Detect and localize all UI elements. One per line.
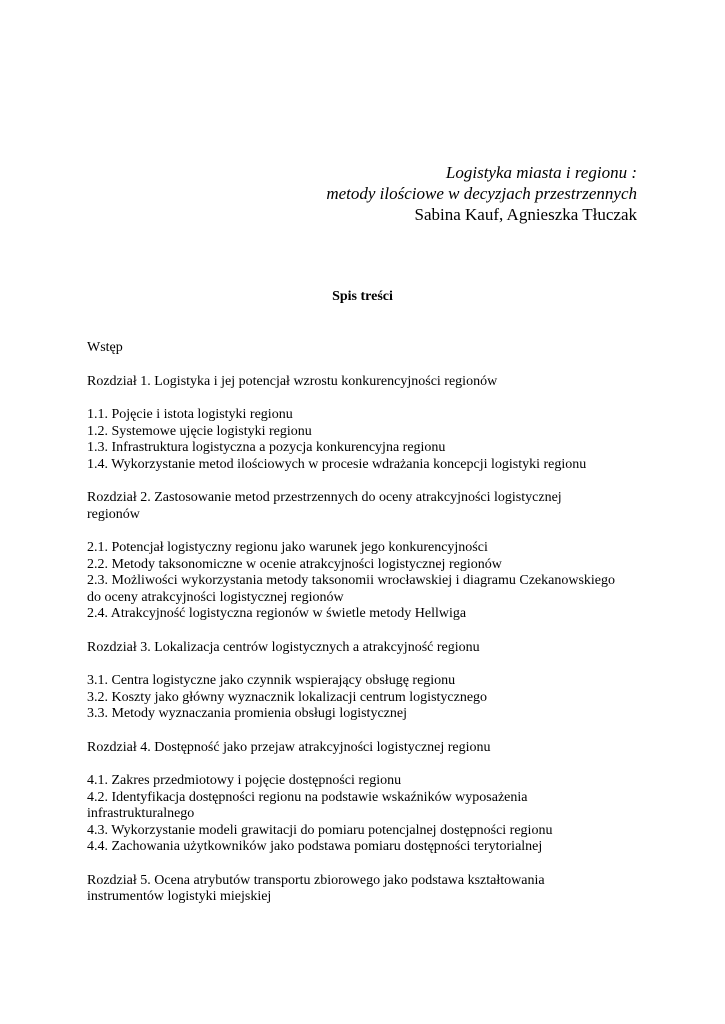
toc-section-1-3: 1.3. Infrastruktura logistyczna a pozycja konkurencyjna regionu bbox=[87, 440, 446, 455]
toc-chapter-1: Rozdział 1. Logistyka i jej potencjał wzrostu konkurencyjności regionów bbox=[87, 373, 498, 389]
toc-heading: Spis treści bbox=[332, 289, 393, 304]
toc-section-2-3-line-2: do oceny atrakcyjności logistycznej regionów bbox=[87, 589, 344, 605]
toc-chapter-5-line-1: Rozdział 5. Ocena atrybutów transportu zbiorowego jako podstawa kształtowania bbox=[87, 872, 545, 888]
toc-section-4-2 bbox=[87, 790, 647, 823]
toc-section-4-2-line-2: infrastrukturalnego bbox=[87, 806, 195, 821]
book-title-line-2: metody ilościowe w decyzjach przestrzennych bbox=[326, 184, 637, 203]
toc-section-2-3 bbox=[87, 573, 647, 606]
toc-section-3-3: 3.3. Metody wyznaczania promienia obsługi logistycznej bbox=[87, 706, 407, 721]
toc-section-2-3-line-1: 2.3. Możliwości wykorzystania metody taksonomii wrocławskiej i diagramu Czekanowskiego bbox=[87, 573, 616, 588]
toc-section-4-4: 4.4. Zachowania użytkowników jako podstawa pomiaru dostępności terytorialnej bbox=[87, 839, 543, 854]
book-authors: Sabina Kauf, Agnieszka Tłuczak bbox=[414, 205, 637, 224]
toc-section-1-1: 1.1. Pojęcie i istota logistyki regionu bbox=[87, 407, 293, 422]
toc-section-2-4: 2.4. Atrakcyjność logistyczna regionów w świetle metody Hellwiga bbox=[87, 606, 467, 621]
book-title-line-1: Logistyka miasta i regionu : bbox=[445, 163, 637, 182]
toc-chapter-5-line-2: instrumentów logistyki miejskiej bbox=[87, 889, 272, 904]
table-of-contents bbox=[87, 340, 647, 906]
toc-section-3-2: 3.2. Koszty jako główny wyznacznik lokalizacji centrum logistycznego bbox=[87, 689, 488, 705]
toc-chapter-5 bbox=[87, 873, 647, 906]
toc-section-4-3: 4.3. Wykorzystanie modeli grawitacji do pomiaru potencjalnej dostępności regionu bbox=[87, 822, 553, 838]
toc-section-4-1: 4.1. Zakres przedmiotowy i pojęcie dostępności regionu bbox=[87, 773, 402, 788]
toc-chapter-2-line-1: Rozdział 2. Zastosowanie metod przestrzennych do oceny atrakcyjności logistycznej bbox=[87, 490, 562, 505]
toc-section-2-1: 2.1. Potencjał logistyczny regionu jako warunek jego konkurencyjności bbox=[87, 540, 488, 555]
toc-section-1-4: 1.4. Wykorzystanie metod ilościowych w procesie wdrażania koncepcji logistyki regionu bbox=[87, 456, 587, 472]
toc-section-2-2: 2.2. Metody taksonomiczne w ocenie atrakcyjności logistycznej regionów bbox=[87, 556, 502, 572]
toc-chapter-2-line-2: regionów bbox=[87, 506, 140, 522]
toc-chapter-3: Rozdział 3. Lokalizacja centrów logistycznych a atrakcyjność regionu bbox=[87, 639, 480, 655]
book-title-block bbox=[326, 162, 637, 225]
toc-chapter-2 bbox=[87, 490, 647, 523]
toc-section-4-2-line-1: 4.2. Identyfikacja dostępności regionu na podstawie wskaźników wyposażenia bbox=[87, 789, 528, 805]
toc-chapter-4: Rozdział 4. Dostępność jako przejaw atrakcyjności logistycznej regionu bbox=[87, 739, 491, 755]
toc-section-3-1: 3.1. Centra logistyczne jako czynnik wspierający obsługę regionu bbox=[87, 673, 456, 688]
toc-intro: Wstęp bbox=[87, 340, 123, 355]
toc-section-1-2: 1.2. Systemowe ujęcie logistyki regionu bbox=[87, 423, 312, 439]
